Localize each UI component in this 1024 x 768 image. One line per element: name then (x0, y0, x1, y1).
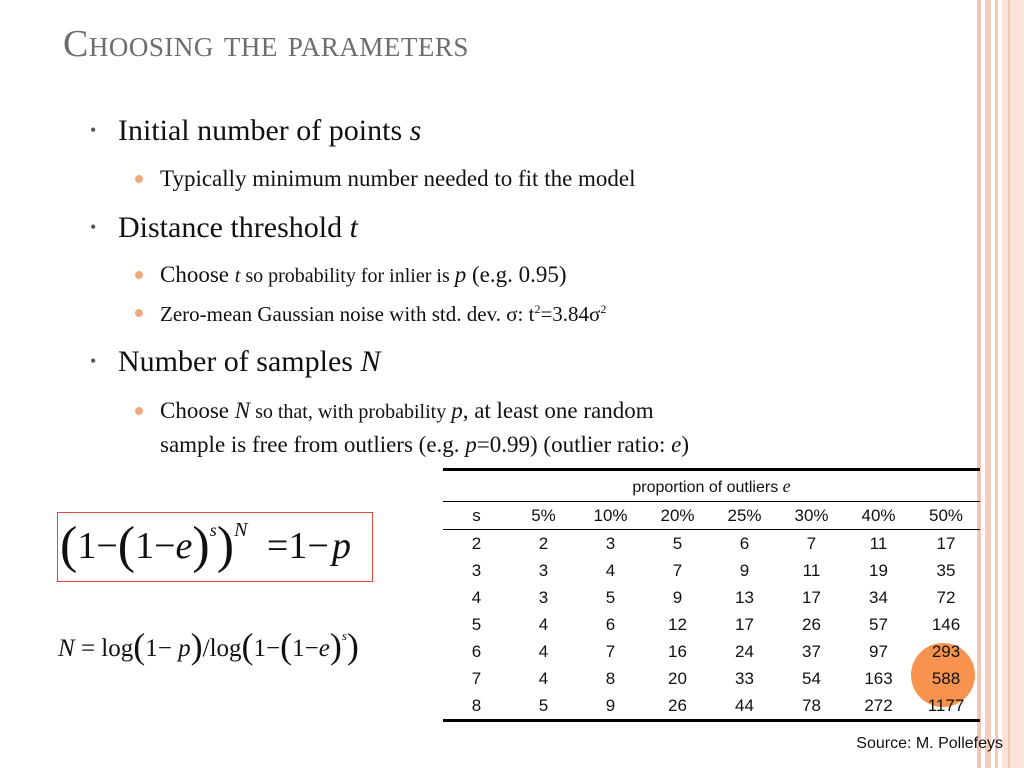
decor-stripe (1002, 0, 1024, 768)
table-cell: 1177 (912, 692, 980, 721)
table-header-cell: 10% (577, 502, 644, 530)
table-cell: 9 (672, 587, 683, 607)
bullet-var: s (409, 114, 422, 147)
table-row (443, 584, 980, 611)
orange-bullet-icon (135, 309, 143, 317)
table-cell: 11 (802, 560, 821, 580)
orange-bullet-icon (135, 271, 143, 279)
sub-bullet-text: so probability for inlier is (240, 265, 455, 287)
table-cell: 34 (869, 587, 888, 607)
table-cell: 293 (931, 641, 961, 661)
table-cell: 7 (806, 533, 817, 553)
decor-stripe (985, 0, 991, 768)
table-cell: 5 (672, 533, 683, 553)
table-cell: 54 (802, 668, 821, 688)
superscript: 2 (534, 302, 541, 316)
table-cell: 26 (644, 692, 711, 721)
bullet-dot-icon: • (90, 351, 97, 371)
table-cell: 5 (510, 692, 577, 721)
table-cell: 7 (605, 641, 616, 661)
sub-bullet-text: =3.84σ (540, 302, 601, 326)
table-cell: 3 (538, 587, 549, 607)
table-header-cell: 5% (510, 502, 577, 530)
table-header-cell: 30% (778, 502, 845, 530)
sub-bullet-var: p (465, 432, 477, 457)
table-cell: 11 (869, 533, 888, 553)
table-cell: 146 (931, 614, 961, 634)
table-cell: 6 (739, 533, 750, 553)
table-cell: 272 (845, 692, 912, 721)
table-cell: 9 (739, 560, 750, 580)
table-cell: 16 (668, 641, 687, 661)
orange-bullet-icon (135, 175, 143, 183)
table-cell: 5 (605, 587, 616, 607)
sub-bullet-text: , at least one random (462, 398, 654, 423)
table-cell: 97 (869, 641, 888, 661)
sub-bullet-text: Typically minimum number needed to fit the model (160, 166, 636, 191)
sub-bullet-var: e (671, 432, 682, 457)
table-cell: 13 (735, 587, 754, 607)
table-cell: 17 (802, 587, 821, 607)
bullet-text: Number of samples (118, 345, 361, 378)
table-row (443, 692, 980, 721)
table-cell: 7 (471, 668, 482, 688)
table-cell: 8 (443, 692, 510, 721)
table-cell: 2 (471, 533, 482, 553)
table-header-cell: s (443, 502, 510, 530)
table-cell: 44 (711, 692, 778, 721)
table-cell: 6 (605, 614, 616, 634)
bullet-text: Initial number of points (118, 114, 410, 147)
table-header-cell: 40% (845, 502, 912, 530)
table-cell: 19 (869, 560, 888, 580)
table-row (443, 530, 980, 558)
bullet-dot-icon: • (90, 120, 97, 140)
table-header-cell: 20% (644, 502, 711, 530)
sub-bullet-text: sample is free from outliers (e.g. (160, 432, 466, 457)
table-caption: proportion of outliers e (443, 470, 980, 502)
table-cell: 17 (936, 533, 956, 553)
bullet-text: Distance threshold (118, 211, 350, 244)
table-cell: 6 (471, 641, 482, 661)
table-cell: 4 (538, 614, 549, 634)
sub-bullet-var: p (451, 398, 463, 423)
table-cell: 20 (668, 668, 687, 688)
bullet-var: t (349, 211, 358, 244)
table-cell: 4 (538, 668, 549, 688)
table-header-cell: 25% (711, 502, 778, 530)
table-cell: 2 (538, 533, 549, 553)
decor-stripe (995, 0, 998, 768)
table-cell: 57 (869, 614, 888, 634)
table-cell: 17 (735, 614, 754, 634)
table-cell: 72 (936, 587, 956, 607)
sub-bullet-text: =0.99) (outlier ratio: (476, 432, 672, 457)
sub-bullet-text: Choose (160, 398, 235, 423)
orange-bullet-icon (135, 407, 143, 415)
table-caption-row (443, 470, 980, 502)
table-cell: 7 (672, 560, 683, 580)
table-header-row (443, 502, 980, 530)
table-cell: 78 (778, 692, 845, 721)
bullet-dot-icon: • (90, 217, 97, 237)
table-cell: 4 (538, 641, 549, 661)
samples-table (443, 468, 980, 722)
sub-bullet-var: p (454, 262, 467, 287)
table-cell: 12 (668, 614, 687, 634)
decor-stripe (1008, 0, 1010, 768)
formula-num-samples: $N = \log(1- p)/\log(1-(1-e)^s)$ (58, 626, 359, 666)
table-row (443, 557, 980, 584)
table-cell: 5 (471, 614, 482, 634)
sub-bullet-var: N (234, 398, 251, 423)
table-cell: 8 (605, 668, 616, 688)
table-cell: 26 (802, 614, 821, 634)
table-row (443, 611, 980, 638)
sub-bullet-text: (e.g. 0.95) (466, 262, 567, 287)
table-cell: 588 (931, 668, 961, 688)
table-cell: 33 (735, 668, 754, 688)
source-credit: Source: M. Pollefeys (856, 735, 1003, 752)
table-cell: 37 (802, 641, 821, 661)
bullet-var: N (360, 345, 381, 378)
sub-bullet-var: t (234, 265, 241, 287)
slide-title: Choosing the parameters (63, 23, 469, 65)
sub-bullet-text: ) (681, 432, 690, 457)
superscript: 2 (600, 302, 607, 316)
sub-bullet-text: Choose (160, 262, 235, 287)
sub-bullet-text: so that, with probability (250, 401, 452, 423)
table-cell: 163 (864, 668, 893, 688)
table-cell: 3 (605, 533, 616, 553)
table-cell: 4 (605, 560, 616, 580)
table-cell: 9 (577, 692, 644, 721)
table-cell: 4 (471, 587, 482, 607)
sub-bullet-text: Zero-mean Gaussian noise with std. dev. σ: t (160, 302, 535, 326)
table-cell: 3 (471, 560, 482, 580)
table-cell: 24 (735, 641, 754, 661)
table-cell: 35 (936, 560, 956, 580)
formula-probability: $(1-(1-e)^s)^N =1-$ p (60, 517, 351, 574)
table-header-cell: 50% (912, 502, 980, 530)
table-cell: 3 (538, 560, 549, 580)
table-row (443, 665, 980, 692)
table-row (443, 638, 980, 665)
